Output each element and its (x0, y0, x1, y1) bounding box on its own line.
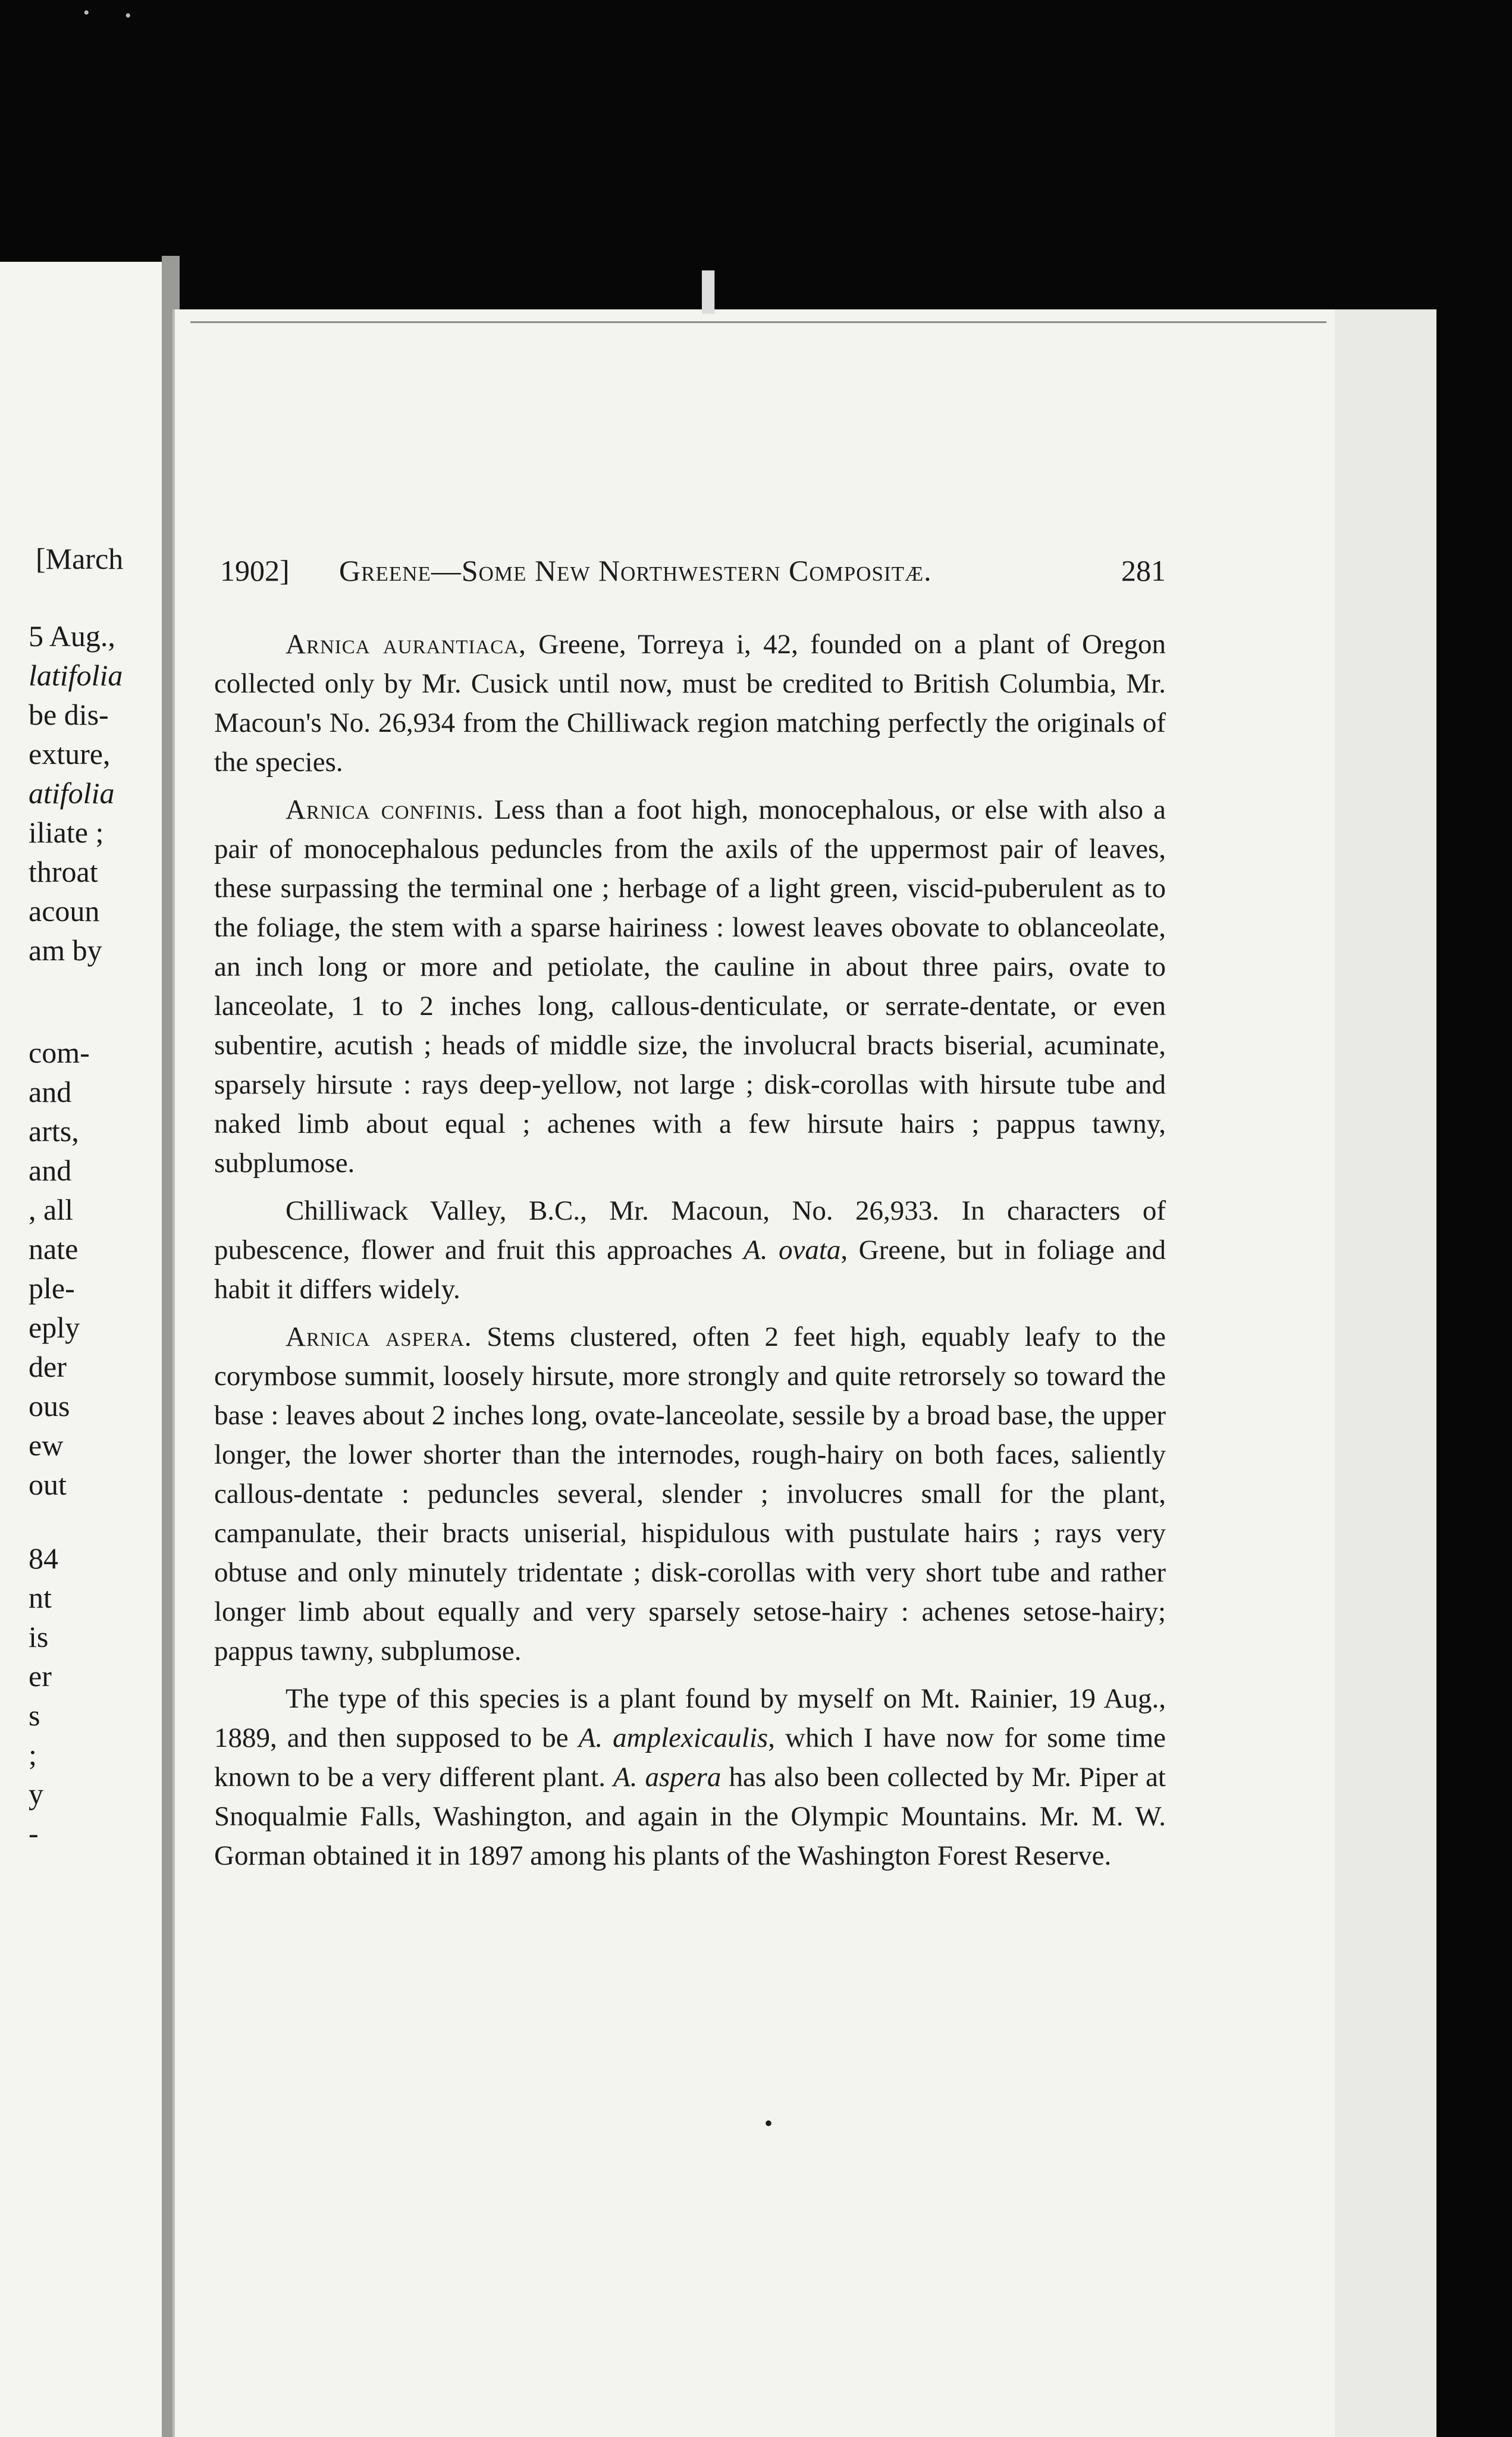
paragraph-text: Greene, Torreya i, 42, founded on a plant of Oregon collected only by Mr. Cusick until now, must be credited to British Columbia, Mr. Macoun's No. 26,934 from the Chilliwack region matching perfectly the originals of the species. (214, 629, 1166, 778)
species-reference: A. ovata (744, 1235, 841, 1266)
paragraph-text: Less than a foot high, monocephalous, or else with also a pair of monocephalous peduncles from the axils of the uppermost pair of leaves, these surpassing the terminal one ; herbage of a light green, viscid-puberulent as to the foliage, the stem with a sparse hairiness : lowest leaves obovate to oblanceolate, an inch long or more and petiolate, the cauline in about three pairs, ovate to lanceolate, 1 to 2 inches long, callous-denticulate, or serrate-dentate, or even subentire, acutish ; heads of middle size, the involucral bracts biserial, acuminate, sparsely hirsute : rays deep-yellow, not large ; disk-corollas with hirsute tube and naked limb about equal ; achenes with a few hirsute hairs ; pappus tawny, subplumose. (214, 794, 1166, 1179)
stray-mark: • (764, 2110, 773, 2137)
left-text-fragment: eply (29, 1311, 80, 1344)
header-title: Greene—Some New Northwestern Compositæ. (339, 554, 932, 587)
left-text-fragment: arts, (29, 1114, 79, 1148)
left-text-fragment: throat (29, 855, 98, 888)
left-text-fragment: 5 Aug., (29, 619, 115, 653)
left-text-fragment: atifolia (29, 776, 115, 810)
paragraph-arnica-aurantiaca (214, 625, 1166, 782)
left-text-fragment: der (29, 1350, 67, 1383)
left-text-fragment: ous (29, 1389, 70, 1423)
species-heading: Arnica aspera. (286, 1321, 472, 1352)
paragraph-type-species (214, 1679, 1166, 1875)
paragraph-text: Stems clustered, often 2 feet high, equably leafy to the corymbose summit, loosely hirsute, more strongly and quite retrorsely so toward the base : leaves about 2 inches long, ovate-lanceolate, sessile by a broad base, the upper longer, the lower shorter than the internodes, rough-hairy on both faces, saliently callous-dentate : peduncles several, slender ; involucres small for the plant, campanulate, their bracts uniserial, hispidulous with pustulate hairs ; rays very obtuse and only minutely tridentate ; disk-corollas with very short tube and rather longer limb about equally and very sparsely setose-hairy : achenes setose-hairy; pappus tawny, subplumose. (214, 1321, 1166, 1667)
species-reference: A. aspera (613, 1762, 722, 1793)
stray-mark: • (83, 3, 90, 23)
left-text-fragment: and (29, 1154, 72, 1187)
left-text-fragment: nt (29, 1581, 52, 1614)
article-body (214, 625, 1166, 1884)
left-text-fragment: iliate ; (29, 816, 104, 849)
species-heading: Arnica confinis. (286, 794, 484, 825)
left-text-fragment: - (29, 1816, 39, 1850)
paragraph-text: , Greene, but in foliage and habit it differs widely. (214, 1235, 1166, 1305)
left-text-fragment: y (29, 1777, 43, 1810)
paragraph-text: , which I have now for some time known to be a very different plant. (214, 1722, 1166, 1793)
facing-page-fragment (0, 262, 167, 2437)
left-text-fragment: and (29, 1075, 72, 1108)
left-text-fragment: , all (29, 1193, 73, 1226)
left-text-fragment: 84 (29, 1542, 58, 1575)
left-text-fragment: com- (29, 1036, 90, 1069)
page-edge (1317, 309, 1436, 2437)
page-number: 281 (1121, 554, 1166, 587)
left-text-fragment: er (29, 1659, 52, 1693)
left-text-fragment: s (29, 1699, 40, 1732)
left-text-fragment: exture, (29, 737, 111, 770)
stray-mark: ▌ (702, 271, 727, 311)
left-text-fragment: is (29, 1620, 49, 1653)
left-text-fragment: be dis- (29, 698, 109, 731)
paragraph-text: has also been collected by Mr. Piper at Snoqualmie Falls, Washington, and again in the Olympic Mountains. Mr. M. W. Gorman obtained it in 1897 among his plants of the Washington Forest Reserve. (214, 1762, 1166, 1871)
stray-mark: • (125, 6, 131, 26)
paragraph-arnica-aspera (214, 1317, 1166, 1671)
header-year: 1902] (220, 554, 290, 587)
left-text-fragment: ple- (29, 1271, 75, 1305)
paragraph-text: Chilliwack Valley, B.C., Mr. Macoun, No. 26,933. In characters of pubescence, flower and fruit this approaches (214, 1195, 1166, 1266)
left-text-fragment: acoun (29, 894, 100, 928)
running-header (220, 553, 1166, 595)
paragraph-chilliwack-valley (214, 1191, 1166, 1309)
left-text-fragment: [March (36, 542, 124, 575)
page-top-rule (190, 321, 1326, 323)
left-text-fragment: ; (29, 1738, 37, 1771)
paragraph-text: The type of this species is a plant found by myself on Mt. Rainier, 19 Aug., 1889, and then supposed to be (214, 1683, 1166, 1753)
left-text-fragment: out (29, 1468, 67, 1501)
left-text-fragment: ew (29, 1429, 64, 1462)
species-heading: Arnica aurantiaca, (286, 629, 526, 660)
left-text-fragment: am by (29, 934, 102, 967)
species-reference: A. amplexicaulis (578, 1722, 768, 1753)
left-text-fragment: latifolia (29, 659, 123, 692)
paragraph-arnica-confinis (214, 790, 1166, 1183)
left-text-fragment: nate (29, 1232, 79, 1266)
